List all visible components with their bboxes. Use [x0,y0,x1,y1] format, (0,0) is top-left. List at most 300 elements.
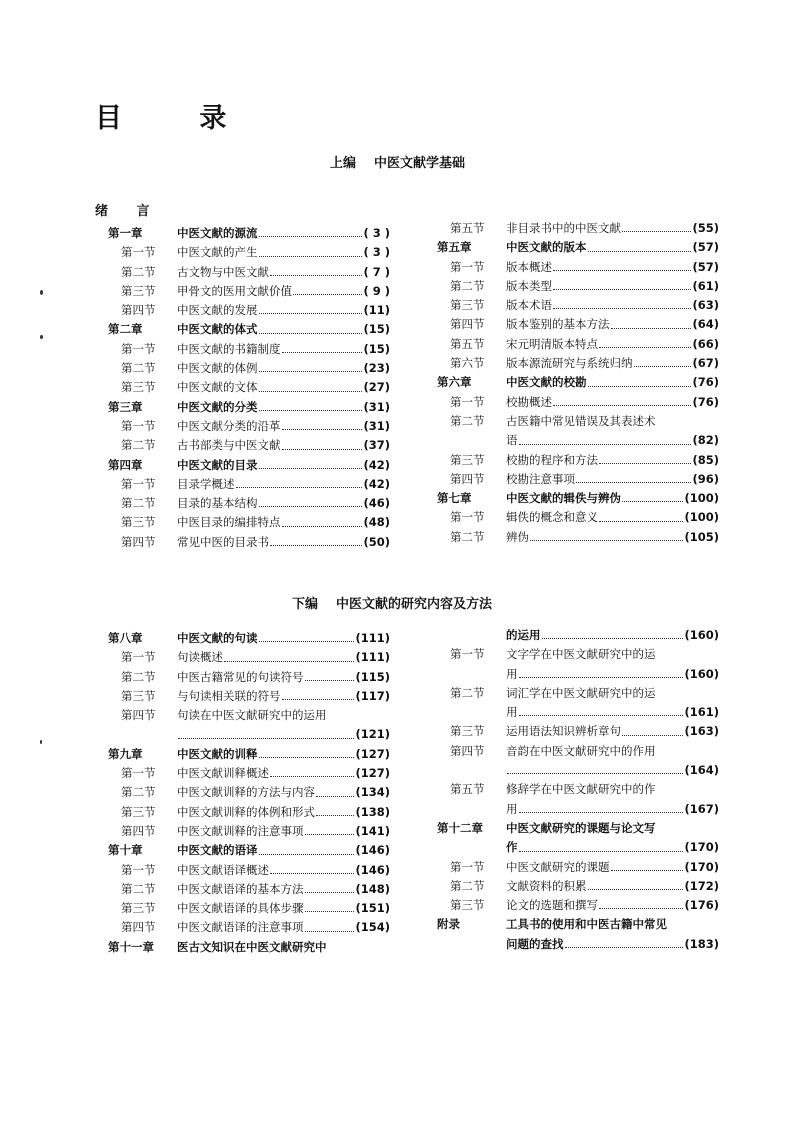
dot-leader [282,436,363,449]
entry-label: 第三节 [450,298,485,313]
entry-title: 版本源流研究与系统归纳 [506,356,633,371]
toc-entry-section [108,822,390,841]
toc-entry-continuation [437,761,719,780]
entry-title-continued: 语 [506,433,518,448]
entry-label: 第二节 [121,496,156,511]
toc-entry-chapter [108,456,390,475]
dot-leader [519,800,684,813]
entry-label: 第一节 [450,859,485,874]
entry-page: (50) [363,534,390,549]
entry-label: 第一节 [121,418,156,433]
toc-entry-section [437,393,719,412]
entry-label: 第三节 [121,380,156,395]
toc-entry-chapter [437,373,719,392]
entry-page: (154) [355,920,390,935]
entry-title: 中医文献语译概述 [177,862,269,877]
entry-title: 古文物与中医文献 [177,264,269,279]
entry-page: (148) [355,881,390,896]
toc-entry-section [437,742,719,761]
toc-entry-chapter [108,398,390,417]
entry-label: 第三节 [450,724,485,739]
entry-page: (134) [355,785,390,800]
entry-label: 第五节 [450,782,485,797]
entry-label: 第三节 [121,901,156,916]
dot-leader [270,764,354,777]
entry-label: 第四节 [450,743,485,758]
entry-title: 甲骨文的医用文献价值 [177,283,292,298]
entry-title-continued: 用 [506,801,518,816]
entry-label: 第二节 [450,685,485,700]
dot-leader [588,238,692,251]
dot-leader [259,301,363,314]
entry-label: 第五节 [450,221,485,235]
dot-leader [599,335,691,348]
toc-entry-section [108,494,390,513]
entry-title: 校勘注意事项 [506,471,575,486]
entry-title: 中医文献分类的沿革 [177,418,281,433]
entry-page: (160) [684,628,719,642]
toc-entry-section [437,722,719,741]
dot-leader [270,533,362,546]
toc-entry-section [437,896,719,915]
entry-title: 目录学概述 [177,476,235,491]
dot-leader [282,687,355,700]
entry-title: 中医文献语译的注意事项 [177,920,304,935]
entry-title: 中医文献的校勘 [506,375,587,390]
entry-title: 中医文献的产生 [177,245,258,260]
dot-leader [316,783,354,796]
entry-label: 第二节 [121,785,156,800]
entry-title: 中医文献研究的课题 [506,859,610,874]
toc-entry-section [437,412,719,431]
entry-page: (37) [363,438,390,453]
entry-title: 工具书的使用和中医古籍中常见 [506,917,667,932]
toc-entry-section [108,340,390,359]
toc-entry-section [108,359,390,378]
toc-entry-chapter [437,489,719,508]
entry-page: (57) [692,240,719,255]
dot-leader [259,494,363,507]
entry-page: ( 7 ) [363,264,390,279]
toc-entry-chapter [437,819,719,838]
entry-indent [437,838,506,857]
entry-page: (55) [692,221,719,235]
entry-page: (67) [692,356,719,371]
entry-page: (170) [684,859,719,874]
toc-entry-section [437,296,719,315]
dot-leader [530,528,683,541]
entry-label: 第三节 [121,804,156,819]
entry-page: (111) [355,631,390,645]
entry-title: 中医文献训释的注意事项 [177,823,304,838]
entry-label: 第四节 [450,471,485,486]
dot-leader [305,668,355,681]
entry-title: 句读在中医文献研究中的运用 [177,708,327,723]
dot-leader [259,243,363,256]
entry-page: (141) [355,823,390,838]
dot-leader [519,703,684,716]
entry-page: (127) [355,746,390,761]
toc-entry-section [108,378,390,397]
entry-label: 第四节 [121,534,156,549]
entry-title: 校勘的程序和方法 [506,452,598,467]
entry-title: 与句读相关联的符号 [177,688,281,703]
entry-indent [437,431,506,450]
entry-title: 音韵在中医文献研究中的作用 [506,743,656,758]
entry-page: (85) [692,452,719,467]
dot-leader [507,761,683,774]
entry-indent [437,626,506,645]
dot-leader [576,470,691,483]
toc-entry-chapter [108,224,390,243]
entry-title-continued: 问题的查找 [506,936,564,951]
toc-entry-section [108,533,390,552]
toc-entry-chapter [437,915,719,934]
entry-label: 第二节 [121,669,156,684]
entry-title: 医古文知识在中医文献研究中 [177,939,327,954]
entry-title: 中医文献语译的基本方法 [177,881,304,896]
toc-column-upper-left [108,224,390,552]
dot-leader [259,398,363,411]
scan-speck [40,290,43,295]
entry-page: (172) [684,878,719,893]
dot-leader [599,508,683,521]
entry-page: (167) [684,801,719,816]
entry-title: 句读概述 [177,650,223,665]
entry-page: (117) [355,688,390,703]
toc-entry-continuation [437,703,719,722]
entry-title: 论文的选题和撰写 [506,898,598,913]
dot-leader [519,431,692,444]
entry-page: (48) [363,515,390,530]
toc-entry-section [108,706,390,725]
entry-label: 第四节 [121,823,156,838]
entry-indent [437,703,506,722]
entry-page: ( 3 ) [363,245,390,260]
toc-entry-section [108,918,390,937]
dot-leader [259,841,355,854]
entry-label: 第七章 [437,491,472,506]
entry-title: 非目录书中的中医文献 [506,221,621,235]
part-two-heading [292,593,492,612]
entry-page: (121) [355,727,390,742]
dot-leader [259,224,363,237]
entry-page: (76) [692,375,719,390]
entry-label: 第三节 [450,452,485,467]
entry-title: 中医文献训释的体例和形式 [177,804,315,819]
entry-label: 第四章 [108,457,143,472]
toc-entry-section [108,263,390,282]
entry-label: 第十一章 [108,939,154,954]
entry-page: (161) [684,705,719,720]
entry-title: 版本概述 [506,259,552,274]
part-one-name: 中医文献学基础 [374,156,466,171]
entry-label: 第一节 [450,259,485,274]
dot-leader [553,393,691,406]
entry-page: (170) [684,840,719,855]
toc-entry-chapter [108,629,390,648]
entry-page: (183) [684,936,719,951]
toc-entry-continuation [437,431,719,450]
toc-entry-chapter [108,938,390,957]
toc-entry-section [437,858,719,877]
toc-entry-section [437,258,719,277]
dot-leader [259,629,355,642]
toc-entry-continuation [437,665,719,684]
entry-label: 第二节 [450,278,485,293]
entry-page: (111) [355,650,390,665]
part-two-name: 中医文献的研究内容及方法 [336,597,493,612]
entry-title: 古书部类与中医文献 [177,438,281,453]
dot-leader [305,918,355,931]
dot-leader [611,858,684,871]
toc-column-lower-right [437,626,719,954]
entry-label: 第六节 [450,356,485,371]
scan-speck [40,335,43,339]
entry-page: (57) [692,259,719,274]
entry-title: 中医文献的训释 [177,746,258,761]
entry-label: 第一节 [121,341,156,356]
entry-page: (63) [692,298,719,313]
entry-label: 第二节 [450,878,485,893]
entry-title: 版本术语 [506,298,552,313]
entry-title: 中医文献的句读 [177,631,258,645]
dot-leader [282,513,363,526]
entry-title: 中医目录的编排特点 [177,515,281,530]
dot-leader [622,489,683,502]
entry-title: 中医文献研究的课题与论文写 [506,820,656,835]
entry-label: 第二节 [450,413,485,428]
toc-entry-section [437,335,719,354]
entry-title: 运用语法知识辨析章句 [506,724,621,739]
entry-page: ( 3 ) [363,226,390,240]
dot-leader [634,354,692,367]
entry-page: (146) [355,843,390,858]
dot-leader [305,899,355,912]
entry-page: (42) [363,476,390,491]
dot-leader [553,277,691,290]
entry-label: 第二节 [121,438,156,453]
entry-title: 文字学在中医文献研究中的运 [506,647,656,662]
entry-title: 常见中医的目录书 [177,534,269,549]
entry-label: 第四节 [450,317,485,332]
entry-page: (160) [684,666,719,681]
entry-title: 中医文献训释的方法与内容 [177,785,315,800]
entry-indent [437,665,506,684]
toc-entry-section [437,645,719,664]
introduction-heading: 绪 言 [95,204,162,219]
toc-entry-chapter [108,320,390,339]
entry-indent [437,800,506,819]
toc-entry-section [108,301,390,320]
entry-page: (66) [692,336,719,351]
entry-indent [437,935,506,954]
dot-leader [282,417,363,430]
entry-title-continued: 的运用 [506,628,541,642]
dot-leader [270,263,362,276]
entry-page: (11) [363,303,390,318]
dot-leader [565,935,684,948]
entry-label: 第三节 [121,688,156,703]
toc-entry-section [108,436,390,455]
entry-page: (23) [363,361,390,376]
dot-leader [622,219,691,232]
entry-page: (82) [692,433,719,448]
entry-page: (76) [692,394,719,409]
entry-page: (61) [692,278,719,293]
entry-title: 辑佚的概念和意义 [506,510,598,525]
entry-title: 古医籍中常见错误及其表述术 [506,413,656,428]
entry-label: 第一节 [121,650,156,665]
dot-leader [259,359,363,372]
toc-entry-section [437,508,719,527]
toc-entry-chapter [437,238,719,257]
toc-entry-section [108,861,390,880]
entry-title: 中医文献的分类 [177,399,258,414]
dot-leader [270,861,354,874]
entry-page: (100) [684,491,719,506]
toc-entry-chapter [108,745,390,764]
entry-page: (42) [363,457,390,472]
entry-title-continued: 用 [506,705,518,720]
entry-title: 中医文献的体例 [177,361,258,376]
entry-label: 第二节 [121,881,156,896]
entry-page: (146) [355,862,390,877]
entry-label: 第八章 [108,631,143,645]
toc-entry-continuation [437,935,719,954]
entry-label: 第一节 [450,647,485,662]
dot-leader [588,373,692,386]
entry-label: 附录 [437,917,460,932]
entry-page: ( 9 ) [363,283,390,298]
dot-leader [305,880,355,893]
entry-label: 第六章 [437,375,472,390]
entry-title: 中医文献训释概述 [177,766,269,781]
entry-label: 第三节 [450,898,485,913]
entry-title: 校勘概述 [506,394,552,409]
dot-leader [236,475,363,488]
entry-label: 第二节 [121,361,156,376]
entry-label: 第三章 [108,399,143,414]
entry-title-continued: 用 [506,666,518,681]
entry-page: (31) [363,418,390,433]
entry-page: (127) [355,766,390,781]
toc-entry-section [437,684,719,703]
entry-title: 中医文献语译的具体步骤 [177,901,304,916]
entry-page: (176) [684,898,719,913]
entry-page: (31) [363,399,390,414]
toc-entry-continuation [437,838,719,857]
entry-title: 目录的基本结构 [177,496,258,511]
dot-leader [542,626,684,639]
dot-leader [316,803,354,816]
entry-page: (115) [355,669,390,684]
toc-entry-section [108,783,390,802]
entry-page: (100) [684,510,719,525]
entry-label: 第十章 [108,843,143,858]
entry-page: (15) [363,341,390,356]
dot-leader [259,320,363,333]
toc-entry-section [437,470,719,489]
entry-label: 第一章 [108,226,143,240]
entry-label: 第一节 [121,862,156,877]
entry-label: 第四节 [121,708,156,723]
entry-page: (138) [355,804,390,819]
page-title: 目 录 [95,103,261,134]
entry-label: 第一节 [121,245,156,260]
toc-entry-section [437,315,719,334]
entry-title: 中医古籍常见的句读符号 [177,669,304,684]
toc-entry-section [108,282,390,301]
entry-title: 中医文献的目录 [177,457,258,472]
entry-page: (105) [684,529,719,544]
entry-label: 第九章 [108,746,143,761]
scan-speck [40,740,42,744]
entry-title: 辨伪 [506,529,529,544]
entry-page: (96) [692,471,719,486]
toc-entry-section [437,451,719,470]
entry-title: 中医文献的版本 [506,240,587,255]
entry-title: 中医文献的书籍制度 [177,341,281,356]
dot-leader [519,665,684,678]
entry-label: 第四节 [121,920,156,935]
dot-leader [259,745,355,758]
dot-leader [553,296,691,309]
entry-title: 中医文献的体式 [177,322,258,337]
entry-label: 第三节 [121,283,156,298]
entry-label: 第二节 [121,264,156,279]
toc-column-upper-right [437,219,719,547]
toc-entry-section [437,219,719,238]
toc-entry-section [108,687,390,706]
entry-title: 中医文献的源流 [177,226,258,240]
toc-entry-chapter [108,841,390,860]
dot-leader [599,451,691,464]
dot-leader [599,896,683,909]
dot-leader [178,725,354,738]
dot-leader [588,877,684,890]
entry-title: 修辞学在中医文献研究中的作 [506,782,656,797]
entry-page: (151) [355,901,390,916]
toc-entry-section [437,528,719,547]
part-one-label: 上编 [330,156,357,171]
dot-leader [293,282,362,295]
dot-leader [282,340,363,353]
entry-page: (164) [684,763,719,778]
toc-entry-section [108,417,390,436]
dot-leader [553,258,691,271]
toc-entry-section [108,475,390,494]
entry-page: (27) [363,380,390,395]
toc-entry-section [108,880,390,899]
toc-entry-section [108,668,390,687]
dot-leader [622,722,683,735]
toc-entry-section [437,780,719,799]
entry-label: 第五章 [437,240,472,255]
entry-page: (163) [684,724,719,739]
toc-entry-section [108,899,390,918]
part-one-heading [330,152,465,171]
dot-leader [259,378,363,391]
entry-label: 第一节 [121,476,156,491]
dot-leader [305,822,355,835]
toc-entry-section [108,803,390,822]
entry-title: 词汇学在中医文献研究中的运 [506,685,656,700]
entry-title: 文献资料的积累 [506,878,587,893]
entry-page: (64) [692,317,719,332]
toc-entry-continuation [437,800,719,819]
entry-page: (15) [363,322,390,337]
